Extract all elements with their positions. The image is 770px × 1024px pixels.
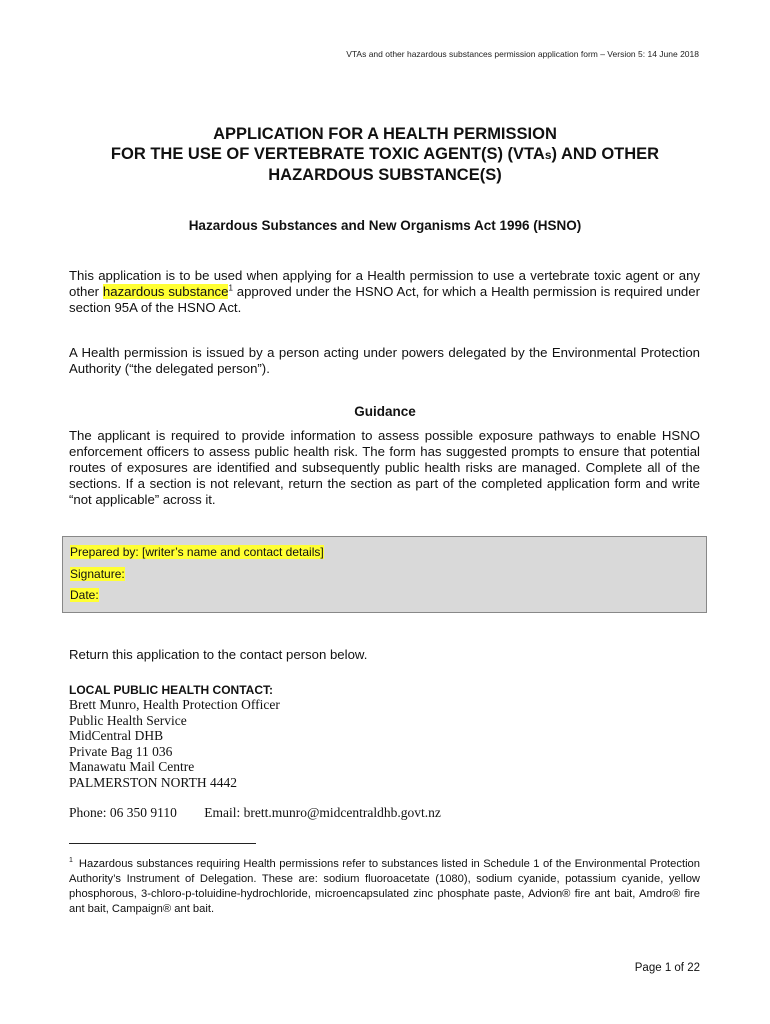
page-number: Page 1 of 22 bbox=[634, 962, 700, 974]
contact-line: MidCentral DHB bbox=[69, 728, 164, 743]
intro-paragraph: This application is to be used when applying for a Health permission to use a vertebrate toxic agent or any other hazardous substance$^1$ approved under the HSNO Act, for which a Health permission is required under section 95A of the HSNO Act. bbox=[69, 268, 700, 315]
footnote-text: Hazardous substances requiring Health permissions refer to substances listed in Schedule 1 of the Environmental Protection Authority’s Instrument of Delegation. These are: sodium fluoroacetate (1080), sodium cyanide, potassium cyanide, yellow phosphorous, 3-chloro-p-toluidine-hydrochloride, microencapsulated zinc phosphate paste, Advion® fire ant bait, Amdro® fire ant bait, Campaign® ant bait. bbox=[69, 858, 700, 915]
contact-line: Brett Munro, Health Protection Officer bbox=[69, 697, 280, 712]
footnote-reference[interactable]: 1 bbox=[228, 283, 233, 293]
date-field[interactable]: Date: bbox=[70, 588, 99, 602]
contact-line: PALMERSTON NORTH 4442 bbox=[69, 774, 237, 790]
guidance-heading: Guidance bbox=[354, 404, 416, 419]
footnote-divider bbox=[69, 843, 256, 844]
contact-phone-email bbox=[69, 805, 441, 821]
contact-line: Manawatu Mail Centre bbox=[69, 759, 195, 774]
guidance-paragraph: The applicant is required to provide information to assess possible exposure pathways to enable HSNO enforcement officers to assess public health risk. The form has suggested prompts to ensure that potential routes of exposures are identified and subsequently public health risks are managed. Complete all of the sections. If a section is not relevant, return the section as part of the completed application form and write “not applicable” across it. bbox=[69, 428, 700, 507]
hazardous-substance-highlight: hazardous substance bbox=[102, 284, 229, 299]
title-line-3: HAZARDOUS SUBSTANCE(S) bbox=[268, 166, 502, 184]
title-line-2: FOR THE USE OF VERTEBRATE TOXIC AGENT(S) (VTAs) AND OTHER bbox=[110, 145, 660, 163]
prepared-by-box bbox=[62, 536, 707, 613]
footnote-mark: 1 bbox=[69, 857, 73, 865]
return-instruction: Return this application to the contact person below. bbox=[69, 647, 368, 662]
contact-heading: LOCAL PUBLIC HEALTH CONTACT: bbox=[69, 683, 273, 697]
prepared-by-field[interactable]: Prepared by: [writer’s name and contact details] bbox=[70, 545, 324, 559]
act-subtitle: Hazardous Substances and New Organisms Act 1996 (HSNO) bbox=[188, 218, 582, 233]
contact-line: Public Health Service bbox=[69, 712, 187, 728]
footnote bbox=[69, 857, 700, 917]
contact-email[interactable]: Email: brett.munro@midcentraldhb.govt.nz bbox=[204, 805, 441, 820]
contact-phone: Phone: 06 350 9110 bbox=[69, 805, 177, 820]
title-line-1: APPLICATION FOR A HEALTH PERMISSION bbox=[213, 125, 557, 143]
contact-address bbox=[69, 697, 280, 790]
contact-line: Private Bag 11 036 bbox=[69, 743, 173, 759]
delegation-paragraph: A Health permission is issued by a person acting under powers delegated by the Environmental Protection Authority (“the delegated person”). bbox=[69, 345, 700, 376]
document-title bbox=[60, 124, 710, 185]
header-version-note: VTAs and other hazardous substances permission application form – Version 5: 14 June 2018 bbox=[346, 49, 699, 59]
signature-field[interactable]: Signature: bbox=[70, 567, 125, 581]
